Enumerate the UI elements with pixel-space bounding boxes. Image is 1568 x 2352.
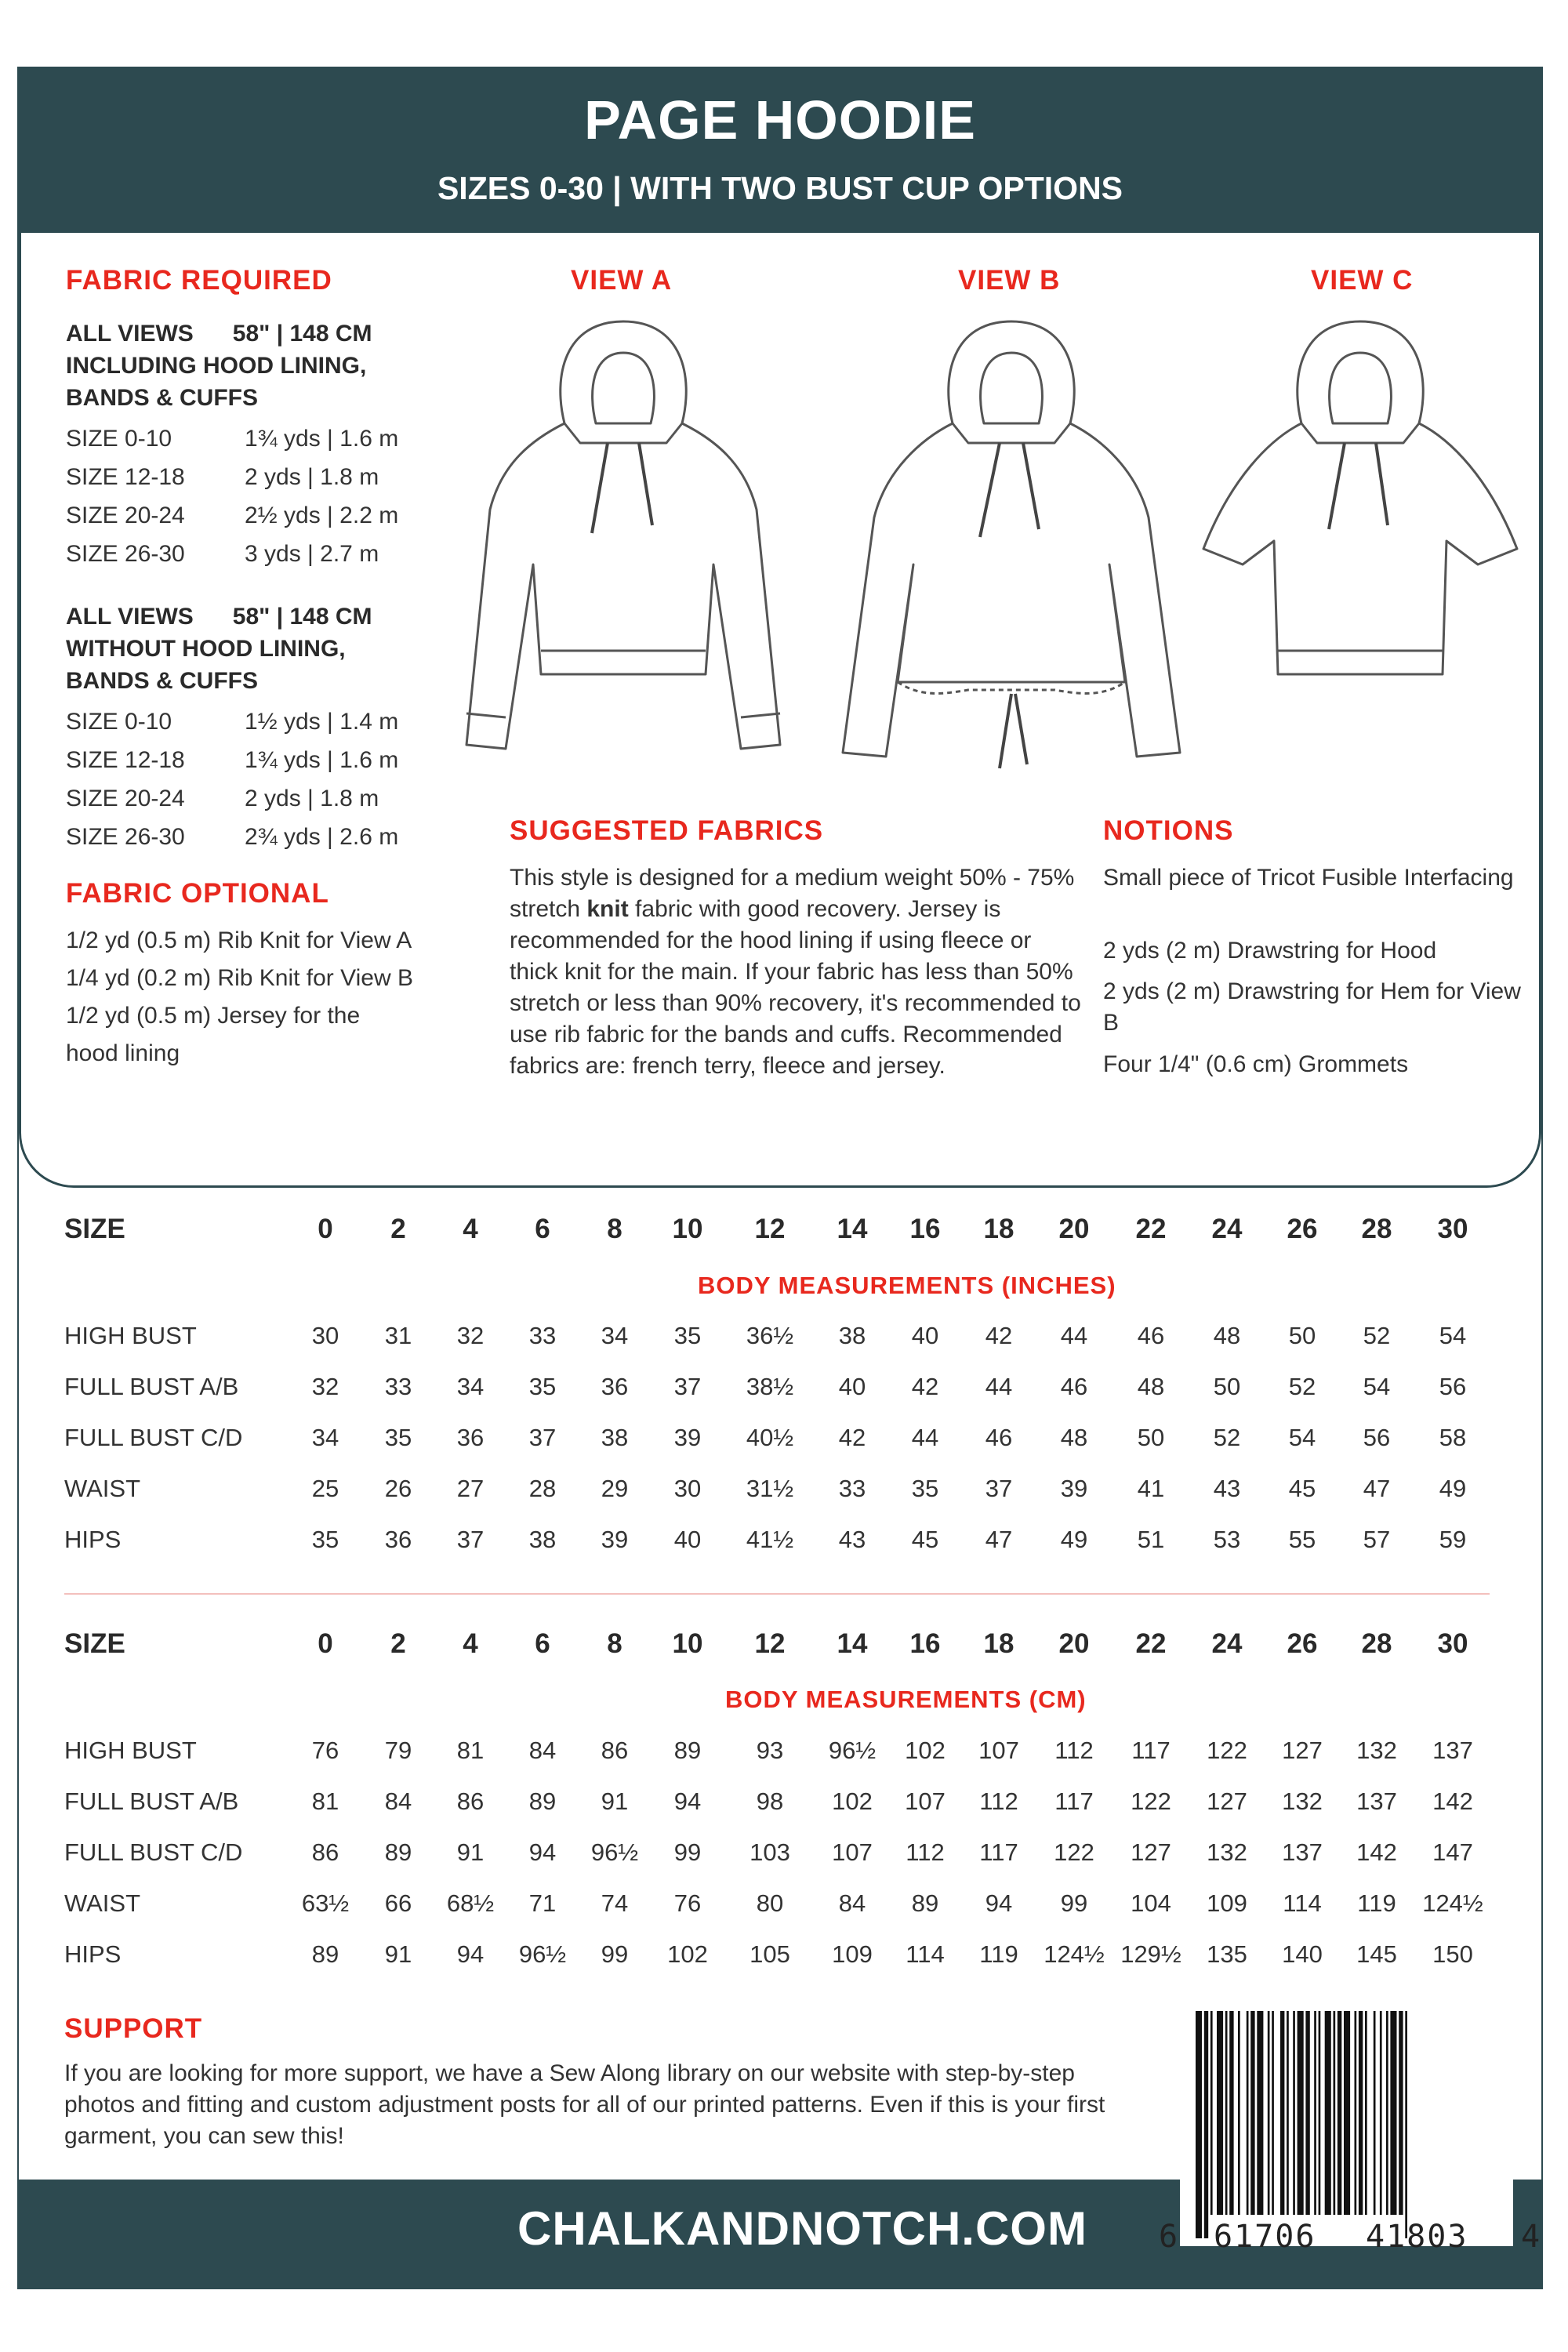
fabric-group2-line2: WITHOUT HOOD LINING,: [66, 636, 346, 662]
barcode-bar: [1217, 2011, 1223, 2215]
size-column-header: 2: [390, 1628, 406, 1659]
measurement-cell: 94: [528, 1838, 557, 1866]
size-column-header: 4: [463, 1214, 478, 1244]
measurement-cell: 40: [838, 1373, 866, 1400]
measurement-cell: 57: [1363, 1526, 1391, 1553]
measurement-cell: 40: [673, 1526, 702, 1553]
measurement-cell: 135: [1207, 1940, 1247, 1968]
barcode-bar: [1272, 2011, 1274, 2215]
barcode-right-digits: 41803: [1366, 2219, 1468, 2255]
size-column-header: 14: [837, 1628, 868, 1659]
barcode-bar: [1305, 2011, 1309, 2215]
measurement-cell: 119: [1357, 1889, 1396, 1917]
measurement-cell: 112: [1054, 1737, 1094, 1764]
measurement-cell: 102: [905, 1737, 946, 1764]
measurement-cell: 37: [528, 1424, 557, 1451]
measurement-cell: 35: [911, 1475, 939, 1502]
measurement-cell: 34: [601, 1322, 629, 1349]
measurement-cell: 122: [1207, 1737, 1247, 1764]
measurement-cell: 114: [1283, 1889, 1322, 1917]
fabric-size-label: SIZE 20-24: [66, 503, 185, 528]
barcode-bar: [1314, 2011, 1316, 2215]
barcode-bar: [1257, 2011, 1263, 2215]
measurement-cell: 59: [1439, 1526, 1467, 1553]
measurement-cell: 91: [384, 1940, 412, 1968]
fabric-yardage: 1½ yds | 1.4 m: [245, 709, 399, 735]
measurement-cell: 124½: [1422, 1889, 1483, 1917]
measurement-cell: 31½: [746, 1475, 794, 1502]
fabric-yardage: 1¾ yds | 1.6 m: [245, 426, 399, 452]
fabric-size-label: SIZE 12-18: [66, 464, 185, 490]
measurement-cell: 112: [906, 1838, 945, 1866]
measurement-cell: 49: [1060, 1526, 1088, 1553]
measurement-cell: 91: [601, 1788, 629, 1815]
measurement-cell: 50: [1213, 1373, 1241, 1400]
fabric-optional-heading: FABRIC OPTIONAL: [66, 878, 329, 909]
barcode-bar: [1380, 2011, 1382, 2215]
fabric-group1-line3: BANDS & CUFFS: [66, 385, 258, 411]
measurement-cell: 137: [1432, 1737, 1473, 1764]
barcode-bar: [1293, 2011, 1295, 2215]
measurement-cell: 84: [838, 1889, 866, 1917]
measurement-cell: 109: [832, 1940, 873, 1968]
fabric-size-label: SIZE 12-18: [66, 747, 185, 773]
measurement-cell: 107: [978, 1737, 1019, 1764]
size-column-header: 20: [1058, 1628, 1090, 1659]
measurement-cell: 41½: [746, 1526, 794, 1553]
measurement-cell: 50: [1288, 1322, 1316, 1349]
barcode-bar: [1319, 2011, 1321, 2215]
view-a-label: VIEW A: [571, 265, 673, 296]
notion-item: 2 yds (2 m) Drawstring for Hem for View B: [1103, 978, 1521, 1036]
size-column-header: 0: [318, 1214, 333, 1244]
measurement-cell: 35: [528, 1373, 557, 1400]
measurement-cell: 55: [1288, 1526, 1316, 1553]
barcode-bar: [1355, 2011, 1357, 2215]
barcode-bar: [1325, 2011, 1331, 2215]
measurement-cell: 31: [384, 1322, 412, 1349]
header-banner: [17, 67, 1543, 233]
measurement-row-label: FULL BUST A/B: [64, 1373, 239, 1400]
measurement-cell: 117: [1054, 1788, 1094, 1815]
barcode-bar: [1359, 2011, 1363, 2215]
measurement-cell: 142: [1356, 1838, 1397, 1866]
barcode-bar: [1204, 2011, 1208, 2238]
measurement-cell: 96½: [518, 1940, 567, 1968]
measurement-cell: 35: [311, 1526, 339, 1553]
measurement-cell: 98: [756, 1788, 784, 1815]
measurement-cell: 107: [905, 1788, 946, 1815]
notion-item: Four 1/4" (0.6 cm) Grommets: [1103, 1051, 1409, 1077]
measurement-cell: 127: [1131, 1838, 1171, 1866]
fabric-required-heading: FABRIC REQUIRED: [66, 265, 332, 296]
measurement-row-label: FULL BUST C/D: [64, 1424, 243, 1451]
measurement-cell: 38: [528, 1526, 557, 1553]
fabric-optional-line: 1/2 yd (0.5 m) Jersey for the: [66, 1003, 361, 1029]
website-link[interactable]: CHALKANDNOTCH.COM: [517, 2202, 1087, 2255]
measurement-cell: 39: [1060, 1475, 1088, 1502]
fabric-size-label: SIZE 20-24: [66, 786, 185, 811]
size-column-header: 18: [983, 1628, 1014, 1659]
measurement-cell: 86: [456, 1788, 485, 1815]
measurement-cell: 99: [601, 1940, 629, 1968]
measurement-cell: 40½: [746, 1424, 794, 1451]
barcode-bar: [1374, 2011, 1376, 2215]
size-column-header: 8: [607, 1628, 622, 1659]
page-subtitle: SIZES 0-30 | WITH TWO BUST CUP OPTIONS: [437, 170, 1123, 206]
barcode-bar: [1399, 2011, 1403, 2215]
size-column-header: 10: [672, 1628, 703, 1659]
size-column-header: 22: [1135, 1214, 1167, 1244]
fabric-optional-line: 1/4 yd (0.2 m) Rib Knit for View B: [66, 965, 413, 991]
measurement-cell: 42: [838, 1424, 866, 1451]
notion-item: Small piece of Tricot Fusible Interfacing: [1103, 865, 1514, 891]
measurement-cell: 76: [673, 1889, 702, 1917]
measurement-cell: 80: [756, 1889, 784, 1917]
measurement-cell: 76: [311, 1737, 339, 1764]
measurement-cell: 94: [673, 1788, 702, 1815]
measurement-cell: 81: [311, 1788, 339, 1815]
measurement-cell: 36: [456, 1424, 485, 1451]
measurement-cell: 54: [1288, 1424, 1316, 1451]
measurement-cell: 26: [384, 1475, 412, 1502]
measurement-cell: 56: [1439, 1373, 1467, 1400]
measurement-cell: 48: [1213, 1322, 1241, 1349]
fabric-yardage: 2 yds | 1.8 m: [245, 464, 379, 490]
measurement-cell: 39: [601, 1526, 629, 1553]
measurement-cell: 122: [1131, 1788, 1171, 1815]
measurement-cell: 86: [601, 1737, 629, 1764]
measurement-cell: 94: [456, 1940, 485, 1968]
barcode-bar: [1268, 2011, 1270, 2215]
size-column-header: 28: [1361, 1214, 1392, 1244]
measurement-cell: 129½: [1120, 1940, 1181, 1968]
measurement-cell: 37: [985, 1475, 1013, 1502]
size-column-header: 12: [754, 1214, 786, 1244]
measurement-cell: 104: [1131, 1889, 1171, 1917]
measurement-cell: 89: [911, 1889, 939, 1917]
measurement-cell: 107: [832, 1838, 873, 1866]
measurement-cell: 99: [673, 1838, 702, 1866]
notion-item: 2 yds (2 m) Drawstring for Hood: [1103, 938, 1437, 964]
barcode-bar: [1210, 2011, 1213, 2215]
measurement-cell: 74: [601, 1889, 629, 1917]
measurement-cell: 47: [985, 1526, 1013, 1553]
suggested-fabrics-bold: knit: [586, 896, 629, 922]
size-column-header: 26: [1287, 1628, 1318, 1659]
measurement-cell: 30: [673, 1475, 702, 1502]
measurement-row-label: FULL BUST C/D: [64, 1838, 243, 1866]
measurement-cell: 42: [985, 1322, 1013, 1349]
measurement-cell: 102: [667, 1940, 708, 1968]
measurement-row-label: HIGH BUST: [64, 1322, 197, 1349]
measurement-cell: 34: [311, 1424, 339, 1451]
measurement-cell: 132: [1282, 1788, 1323, 1815]
fabric-size-label: SIZE 0-10: [66, 709, 172, 735]
suggested-fabrics-text-part: fabric with good recovery. Jersey is recommended for the hood lining if using fleece or thick knit for the main. If your fabric has less than 50% stretch or less than 90% recovery, it's recommended to use rib fabric for the bands and cuffs. Recommended fabrics are: french terry, fleece and jersey.: [510, 896, 1081, 1079]
measurement-cell: 91: [456, 1838, 485, 1866]
measurement-cell: 35: [384, 1424, 412, 1451]
measurement-cell: 28: [528, 1475, 557, 1502]
measurement-table-title: BODY MEASUREMENTS (INCHES): [698, 1272, 1116, 1299]
measurement-cell: 56: [1363, 1424, 1391, 1451]
measurement-cell: 36: [384, 1526, 412, 1553]
view-c-label: VIEW C: [1311, 265, 1414, 296]
barcode-bar: [1405, 2011, 1407, 2238]
fabric-yardage: 2 yds | 1.8 m: [245, 786, 379, 811]
size-column-header: 20: [1058, 1214, 1090, 1244]
measurement-cell: 89: [528, 1788, 557, 1815]
measurement-row-label: WAIST: [64, 1889, 141, 1917]
measurement-cell: 38: [838, 1322, 866, 1349]
barcode-bar: [1280, 2011, 1284, 2215]
measurement-cell: 41: [1137, 1475, 1165, 1502]
size-column-header: 12: [754, 1628, 786, 1659]
measurement-cell: 89: [384, 1838, 412, 1866]
size-column-header: 14: [837, 1214, 868, 1244]
barcode-check-digit: 4: [1521, 2219, 1541, 2255]
measurement-cell: 114: [906, 1940, 945, 1968]
measurement-cell: 102: [832, 1788, 873, 1815]
view-a-hoodie-illustration: [447, 306, 800, 776]
measurement-cell: 37: [456, 1526, 485, 1553]
measurement-cell: 54: [1439, 1322, 1467, 1349]
measurement-cell: 52: [1288, 1373, 1316, 1400]
barcode-bar: [1390, 2011, 1396, 2215]
size-column-header: 28: [1361, 1628, 1392, 1659]
measurement-cell: 119: [979, 1940, 1018, 1968]
size-column-header: 0: [318, 1628, 333, 1659]
measurement-cell: 46: [1060, 1373, 1088, 1400]
measurement-cell: 109: [1207, 1889, 1247, 1917]
measurement-cell: 145: [1356, 1940, 1397, 1968]
barcode-bar: [1344, 2011, 1350, 2215]
measurement-cell: 52: [1213, 1424, 1241, 1451]
barcode-bar: [1338, 2011, 1341, 2215]
fabric-group1-line1: ALL VIEWS 58" | 148 CM: [66, 321, 372, 347]
measurement-cell: 32: [456, 1322, 485, 1349]
fabric-group1-line2: INCLUDING HOOD LINING,: [66, 353, 367, 379]
page-title: PAGE HOODIE: [584, 89, 976, 151]
measurement-cell: 47: [1363, 1475, 1391, 1502]
suggested-fabrics-text-part: This style is designed for a medium weight 50% - 75% stretch: [510, 865, 1075, 922]
measurement-cell: 46: [1137, 1322, 1165, 1349]
measurement-cell: 105: [750, 1940, 790, 1968]
fabric-yardage: 3 yds | 2.7 m: [245, 541, 379, 567]
measurement-cell: 29: [601, 1475, 629, 1502]
measurement-cell: 122: [1054, 1838, 1094, 1866]
size-column-header: 2: [390, 1214, 406, 1244]
measurement-cell: 42: [911, 1373, 939, 1400]
barcode-lead-digit: 6: [1159, 2219, 1178, 2255]
barcode-bar: [1298, 2011, 1304, 2215]
support-text: If you are looking for more support, we have a Sew Along library on our website with step-by-step photos and fitting and custom adjustment posts for all of our printed patterns. Even if this is your first garment, you can sew this!: [64, 2060, 1105, 2149]
size-column-header: 26: [1287, 1214, 1318, 1244]
measurement-cell: 86: [311, 1838, 339, 1866]
size-column-header: 18: [983, 1214, 1014, 1244]
barcode-bars: [1180, 2011, 1513, 2246]
measurement-cell: 96½: [590, 1838, 639, 1866]
measurement-cell: 33: [528, 1322, 557, 1349]
view-b-label: VIEW B: [958, 265, 1061, 296]
measurement-cell: 30: [311, 1322, 339, 1349]
measurement-row-label: WAIST: [64, 1475, 141, 1502]
table-divider: [64, 1593, 1490, 1595]
measurement-cell: 147: [1432, 1838, 1473, 1866]
measurement-cell: 71: [528, 1889, 557, 1917]
size-column-header: 22: [1135, 1628, 1167, 1659]
measurement-cell: 25: [311, 1475, 339, 1502]
measurement-cell: 48: [1060, 1424, 1088, 1451]
measurement-cell: 68½: [446, 1889, 495, 1917]
fabric-group2-line3: BANDS & CUFFS: [66, 668, 258, 694]
measurement-cell: 33: [838, 1475, 866, 1502]
measurement-cell: 50: [1137, 1424, 1165, 1451]
fabric-yardage: 1¾ yds | 1.6 m: [245, 747, 399, 773]
measurement-cell: 43: [838, 1526, 866, 1553]
support-heading: SUPPORT: [64, 2013, 203, 2044]
measurement-cell: 117: [979, 1838, 1018, 1866]
measurement-cell: 137: [1356, 1788, 1397, 1815]
measurement-cell: 45: [911, 1526, 939, 1553]
fabric-group2-line1: ALL VIEWS 58" | 148 CM: [66, 604, 372, 630]
suggested-fabrics-heading: SUGGESTED FABRICS: [510, 815, 824, 846]
barcode-bar: [1250, 2011, 1254, 2215]
measurement-cell: 127: [1207, 1788, 1247, 1815]
table-size-header: SIZE: [64, 1628, 125, 1659]
measurement-cell: 39: [673, 1424, 702, 1451]
measurement-cell: 132: [1207, 1838, 1247, 1866]
size-column-header: 8: [607, 1214, 622, 1244]
measurement-cell: 46: [985, 1424, 1013, 1451]
notions-heading: NOTIONS: [1103, 815, 1234, 846]
measurement-cell: 140: [1282, 1940, 1323, 1968]
measurement-cell: 117: [1131, 1737, 1171, 1764]
measurement-cell: 84: [384, 1788, 412, 1815]
size-column-header: 16: [909, 1214, 941, 1244]
fabric-optional-line: 1/2 yd (0.5 m) Rib Knit for View A: [66, 927, 412, 953]
measurement-cell: 38: [601, 1424, 629, 1451]
measurement-cell: 99: [1060, 1889, 1088, 1917]
measurement-cell: 89: [673, 1737, 702, 1764]
fabric-size-label: SIZE 26-30: [66, 824, 185, 850]
barcode-left-digits: 61706: [1214, 2219, 1316, 2255]
barcode-bar: [1365, 2011, 1367, 2215]
measurement-cell: 34: [456, 1373, 485, 1400]
measurement-row-label: HIPS: [64, 1526, 122, 1553]
size-column-header: 10: [672, 1214, 703, 1244]
measurement-cell: 63½: [301, 1889, 350, 1917]
measurement-cell: 58: [1439, 1424, 1467, 1451]
measurement-cell: 142: [1432, 1788, 1473, 1815]
measurement-cell: 84: [528, 1737, 557, 1764]
measurement-cell: 27: [456, 1475, 485, 1502]
size-column-header: 6: [535, 1628, 550, 1659]
fabric-size-label: SIZE 0-10: [66, 426, 172, 452]
measurement-row-label: HIPS: [64, 1940, 122, 1968]
barcode-bar: [1238, 2011, 1240, 2215]
measurement-cell: 137: [1282, 1838, 1323, 1866]
measurement-row-label: HIGH BUST: [64, 1737, 197, 1764]
measurement-cell: 89: [311, 1940, 339, 1968]
measurement-cell: 51: [1137, 1526, 1165, 1553]
size-column-header: 30: [1437, 1628, 1468, 1659]
measurement-cell: 35: [673, 1322, 702, 1349]
measurement-cell: 49: [1439, 1475, 1467, 1502]
barcode-bar: [1287, 2011, 1289, 2215]
barcode-bar: [1247, 2011, 1249, 2215]
measurement-cell: 54: [1363, 1373, 1391, 1400]
measurement-cell: 150: [1432, 1940, 1473, 1968]
measurement-cell: 37: [673, 1373, 702, 1400]
measurement-cell: 127: [1282, 1737, 1323, 1764]
measurement-cell: 44: [1060, 1322, 1088, 1349]
measurement-table-title: BODY MEASUREMENTS (CM): [725, 1686, 1087, 1713]
measurement-cell: 40: [911, 1322, 939, 1349]
barcode-bar: [1225, 2011, 1228, 2215]
measurement-cell: 32: [311, 1373, 339, 1400]
table-size-header: SIZE: [64, 1214, 125, 1244]
barcode-bar: [1334, 2011, 1336, 2215]
measurement-cell: 43: [1213, 1475, 1241, 1502]
view-b-hoodie-illustration: [827, 306, 1196, 784]
measurement-cell: 36: [601, 1373, 629, 1400]
measurement-cell: 96½: [828, 1737, 877, 1764]
measurement-cell: 112: [979, 1788, 1018, 1815]
size-column-header: 30: [1437, 1214, 1468, 1244]
measurement-cell: 132: [1356, 1737, 1397, 1764]
size-column-header: 24: [1211, 1628, 1243, 1659]
size-column-header: 16: [909, 1628, 941, 1659]
size-column-header: 4: [463, 1628, 478, 1659]
measurement-cell: 53: [1213, 1526, 1241, 1553]
measurement-cell: 124½: [1044, 1940, 1105, 1968]
measurement-cell: 33: [384, 1373, 412, 1400]
measurement-cell: 94: [985, 1889, 1013, 1917]
fabric-optional-line: hood lining: [66, 1040, 180, 1066]
measurement-row-label: FULL BUST A/B: [64, 1788, 239, 1815]
measurement-cell: 44: [911, 1424, 939, 1451]
fabric-size-label: SIZE 26-30: [66, 541, 185, 567]
fabric-yardage: 2½ yds | 2.2 m: [245, 503, 399, 528]
fabric-yardage: 2¾ yds | 2.6 m: [245, 824, 399, 850]
barcode: [1180, 2011, 1513, 2246]
measurement-cell: 38½: [746, 1373, 794, 1400]
view-c-hoodie-illustration: [1188, 306, 1533, 713]
measurement-cell: 81: [456, 1737, 485, 1764]
measurement-cell: 44: [985, 1373, 1013, 1400]
barcode-bar: [1386, 2011, 1388, 2215]
barcode-bar: [1196, 2011, 1202, 2238]
suggested-fabrics-text: [510, 862, 1082, 1082]
size-column-header: 24: [1211, 1214, 1243, 1244]
size-column-header: 6: [535, 1214, 550, 1244]
measurement-cell: 79: [384, 1737, 412, 1764]
measurement-cell: 52: [1363, 1322, 1391, 1349]
measurement-cell: 103: [750, 1838, 790, 1866]
measurement-cell: 93: [756, 1737, 784, 1764]
measurement-cell: 45: [1288, 1475, 1316, 1502]
measurement-cell: 36½: [746, 1322, 794, 1349]
measurement-cell: 48: [1137, 1373, 1165, 1400]
measurement-cell: 66: [384, 1889, 412, 1917]
barcode-bar: [1229, 2011, 1233, 2215]
